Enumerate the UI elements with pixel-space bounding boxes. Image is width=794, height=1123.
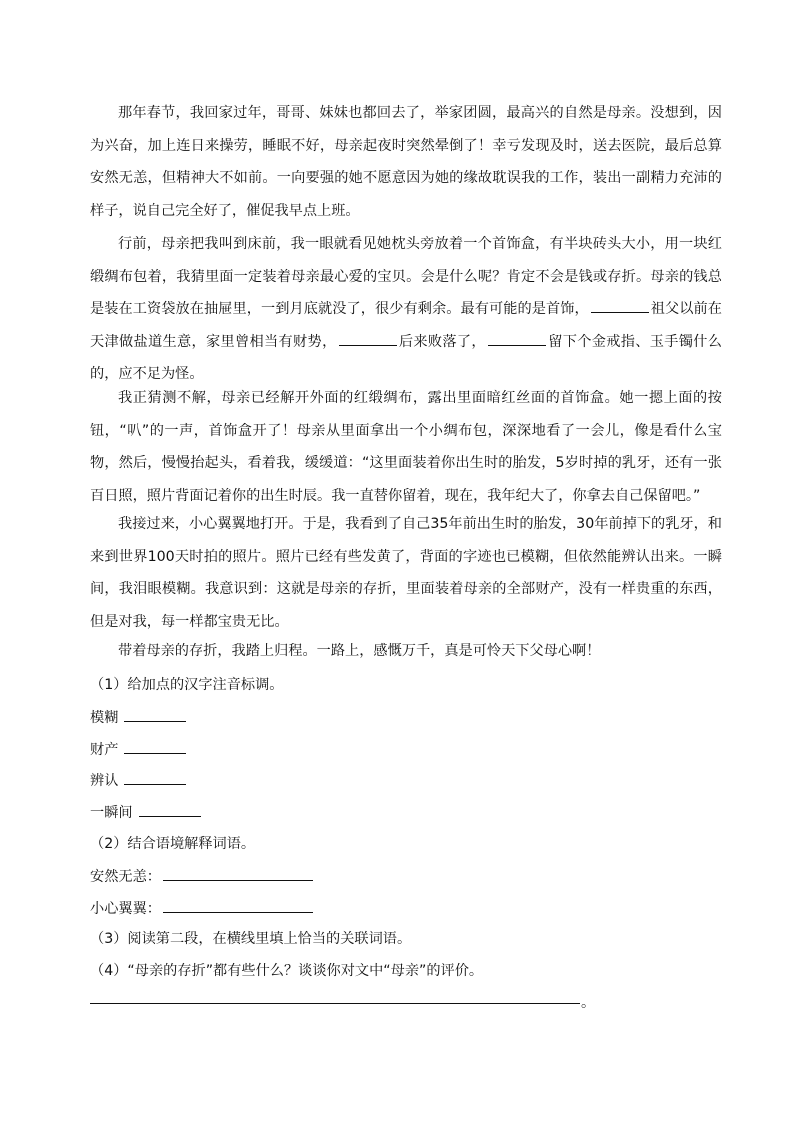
passage-paragraph-1: 那年春节，我回家过年，哥哥、妹妹也都回去了，举家团圆，最高兴的自然是母亲。没想到，因为兴奋，加上连日来操劳，睡眠不好，母亲起夜时突然晕倒了！幸亏发现及时，送去医院，最后总算安然无恙，但精神大不如前。一向要强的她不愿意因为她的缘故耽误我的工作，装出一副精力充沛的样子，说自己完全好了，催促我早点上班。 (90, 105, 722, 219)
q1-answer-blank-2[interactable] (124, 739, 186, 754)
q1-item-2-word: 财产 (90, 742, 119, 758)
question-1: （1）给加点的汉字注音标调。 (90, 677, 284, 693)
q1-answer-blank-3[interactable] (124, 770, 186, 785)
q2-answer-blank-2[interactable] (163, 898, 313, 913)
question-4: （4）“母亲的存折”都有些什么？谈谈你对文中“母亲”的评价。 (90, 963, 484, 979)
passage-paragraph-3: 我正猜测不解，母亲已经解开外面的红缎绸布，露出里面暗红丝面的首饰盒。她一摁上面的按钮，“叭”的一声，首饰盒开了！母亲从里面拿出一个小绸布包，深深地看了一会儿，像是看什么宝物，然后，慢慢抬起头，看着我，缓缓道：“这里面装着你出生时的胎发，5岁时掉的乳牙，还有一张百日照，照片背面记着你的出生时辰。我一直替你留着，现在，我年纪大了，你拿去自己保留吧。” (90, 390, 722, 504)
q1-answer-blank-4[interactable] (139, 802, 201, 817)
passage-paragraph-2-part-a: 行前，母亲把我叫到床前，我一眼就看见她枕头旁放着一个首饰盒，有半块砖头大小，用一块红缎绸布包着，我猜里面一定装着母亲最心爱的宝贝。会是什么呢？肯定不会是钱或存折。母亲的钱总是装在工资袋放在抽屉里，一到月底就没了，很少有剩余。最有可能的是首饰， (90, 236, 722, 318)
q2-item-2-word: 小心翼翼： (90, 901, 161, 917)
q2-item-1-word: 安然无恙： (90, 869, 161, 885)
passage-paragraph-2-part-d: 留下个金戒指、玉手镯什么的，应不足为怪。 (90, 333, 722, 383)
q1-item-3-word: 辨认 (90, 773, 119, 789)
question-3: （3）阅读第二段，在横线里填上恰当的关联词语。 (90, 931, 412, 947)
q1-item-2 (90, 739, 188, 760)
passage-paragraph-2 (90, 228, 722, 391)
q4-answer-end-mark: 。 (581, 995, 596, 1011)
passage-paragraph-4: 我接过来，小心翼翼地打开。于是，我看到了自己35年前出生时的胎发，30年前掉下的乳牙，和来到世界100天时拍的照片。照片已经有些发黄了，背面的字迹也已模糊，但依然能辨认出来。一瞬间，我泪眼模糊。我意识到：这就是母亲的存折，里面装着母亲的全部财产，没有一样贵重的东西，但是对我，每一样都宝贵无比。 (90, 516, 722, 630)
q1-answer-blank-1[interactable] (124, 707, 186, 722)
q1-item-1 (90, 707, 188, 728)
q2-item-1 (90, 866, 315, 887)
q2-item-2 (90, 898, 315, 919)
question-2: （2）结合语境解释词语。 (90, 836, 256, 852)
fill-blank-2[interactable] (339, 331, 397, 346)
fill-blank-3[interactable] (488, 331, 546, 346)
q1-item-3 (90, 770, 188, 791)
q2-answer-blank-1[interactable] (163, 866, 313, 881)
q1-item-1-word: 模糊 (90, 710, 119, 726)
passage-paragraph-2-part-b: 祖父以前在天津做盐道生意，家里曾相当有财势， (90, 301, 722, 350)
fill-blank-1[interactable] (591, 298, 649, 313)
q1-item-4-word: 一瞬间 (90, 805, 133, 821)
q4-answer-line[interactable] (90, 1003, 580, 1004)
q1-item-4 (90, 802, 203, 823)
passage-paragraph-5: 带着母亲的存折，我踏上归程。一路上，感慨万千，真是可怜天下父母心啊！ (118, 643, 601, 659)
passage-paragraph-2-part-c: 后来败落了， (398, 333, 486, 350)
